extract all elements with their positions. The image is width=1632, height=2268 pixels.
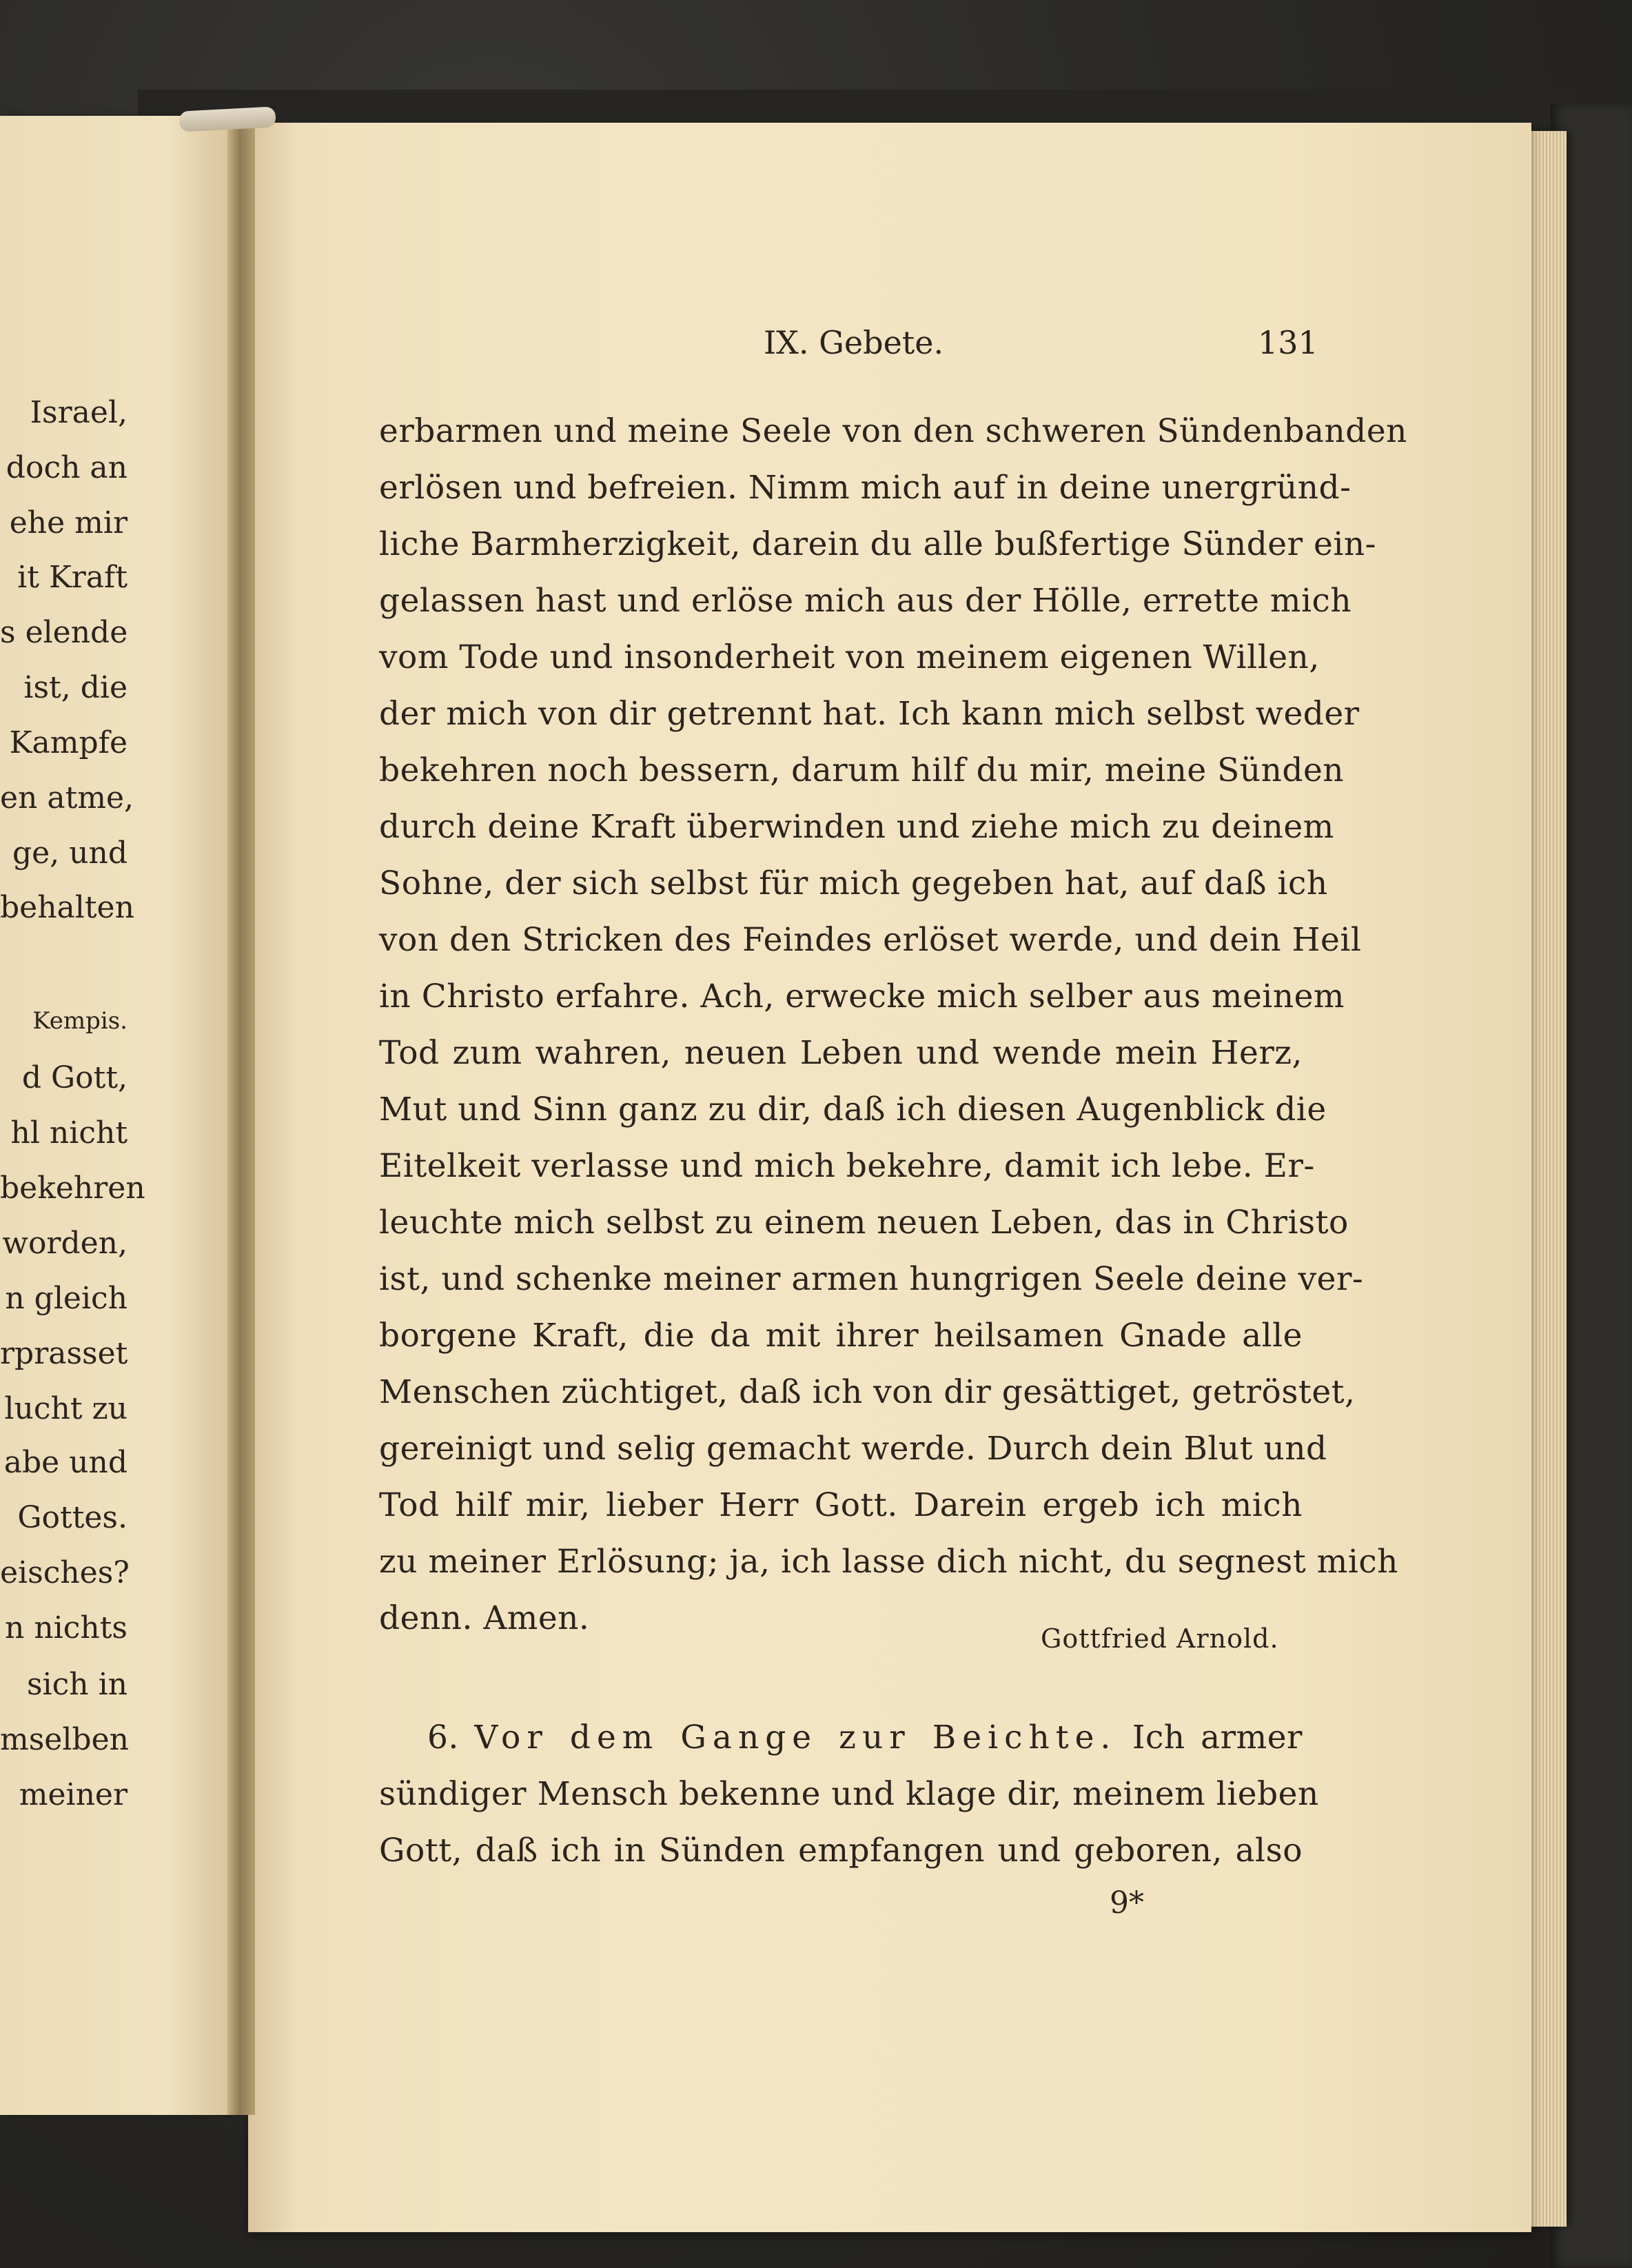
left-page-line: hl nicht xyxy=(10,1115,127,1151)
left-page-line: bekehren xyxy=(0,1171,145,1206)
left-page-line: ge, und xyxy=(12,836,127,871)
left-page-line: meiner xyxy=(19,1777,127,1812)
body-line: Tod hilf mir, lieber Herr Gott. Darein ergeb ich mich xyxy=(379,1486,1303,1524)
left-page-line: it Kraft xyxy=(17,560,127,595)
section-number: 6. xyxy=(427,1719,459,1756)
body-line: Tod zum wahren, neuen Leben und wende mein Herz, xyxy=(379,1034,1303,1072)
section-first-line-rest: Ich armer xyxy=(1132,1719,1303,1756)
left-page-line: doch an xyxy=(6,450,127,485)
left-page-line: mselben xyxy=(0,1722,129,1757)
left-page-line: Kampfe xyxy=(9,725,127,760)
left-page-line: ehe mir xyxy=(9,505,127,540)
body-line: liche Barmherzigkeit, darein du alle bußfertige Sünder ein- xyxy=(379,525,1377,563)
page-number: 131 xyxy=(1258,324,1318,361)
body-line: erbarmen und meine Seele von den schweren Sündenbanden xyxy=(379,412,1407,450)
left-page-line: abe und xyxy=(3,1445,127,1480)
signature-mark: 9* xyxy=(1110,1885,1144,1921)
body-line: bekehren noch bessern, darum hilf du mir, meine Sünden xyxy=(379,751,1345,789)
body-line: ist, und schenke meiner armen hungrigen Seele deine ver- xyxy=(379,1260,1364,1298)
left-page-line: s elende xyxy=(0,615,128,650)
body-line: erlösen und befreien. Nimm mich auf in deine unergründ- xyxy=(379,469,1352,507)
body-line: durch deine Kraft überwinden und ziehe mich zu deinem xyxy=(379,808,1334,846)
body-line: gelassen hast und erlöse mich aus der Hölle, errette mich xyxy=(379,582,1352,620)
body-line: vom Tode und insonderheit von meinem eigenen Willen, xyxy=(379,638,1320,676)
body-line: borgene Kraft, die da mit ihrer heilsamen Gnade alle xyxy=(379,1317,1303,1355)
section-6-heading xyxy=(427,1710,1303,1766)
left-page-line: lucht zu xyxy=(4,1391,127,1426)
body-line: in Christo erfahre. Ach, erwecke mich selber aus meinem xyxy=(379,978,1345,1015)
left-page-line: n gleich xyxy=(5,1281,127,1316)
body-line: der mich von dir getrennt hat. Ich kann mich selbst weder xyxy=(379,695,1360,733)
body-line: Sohne, der sich selbst für mich gegeben hat, auf daß ich xyxy=(379,864,1328,902)
left-page-line: worden, xyxy=(2,1226,127,1261)
body-line: Mut und Sinn ganz zu dir, daß ich diesen Augenblick die xyxy=(379,1091,1327,1128)
left-page-line: ist, die xyxy=(23,670,127,705)
running-header: IX. Gebete. xyxy=(764,324,944,361)
left-page-line: eisches? xyxy=(0,1555,130,1590)
book-gutter xyxy=(227,116,255,2115)
left-page-line: Kempis. xyxy=(32,1007,127,1035)
author-attribution: Gottfried Arnold. xyxy=(1041,1623,1279,1654)
left-page-line: n nichts xyxy=(5,1610,127,1646)
left-page-line: behalten xyxy=(0,890,134,925)
body-line: zu meiner Erlösung; ja, ich lasse dich nicht, du segnest mich xyxy=(379,1543,1398,1581)
body-line: Eitelkeit verlasse und mich bekehre, damit ich lebe. Er- xyxy=(379,1147,1315,1185)
left-page-line: Israel, xyxy=(30,395,127,430)
left-page-line: sich in xyxy=(26,1667,127,1702)
section-title: Vor dem Gange zur Beichte. xyxy=(474,1719,1117,1756)
page-stack-edge xyxy=(1527,131,1567,2227)
left-page-line: rprasset xyxy=(0,1336,128,1371)
body-line: denn. Amen. xyxy=(379,1599,590,1637)
body-line: leuchte mich selbst zu einem neuen Leben, das in Christo xyxy=(379,1204,1349,1242)
body-line: Menschen züchtiget, daß ich von dir gesättiget, getröstet, xyxy=(379,1373,1356,1411)
body-line: von den Stricken des Feindes erlöset werde, und dein Heil xyxy=(379,921,1362,959)
section-6-line: sündiger Mensch bekenne und klage dir, meinem lieben xyxy=(379,1775,1319,1813)
left-page-line: Gottes. xyxy=(17,1500,127,1535)
left-page-line: d Gott, xyxy=(21,1060,127,1095)
left-page-line: en atme, xyxy=(0,780,134,816)
section-6-line: Gott, daß ich in Sünden empfangen und geboren, also xyxy=(379,1832,1303,1870)
body-line: gereinigt und selig gemacht werde. Durch dein Blut und xyxy=(379,1430,1327,1468)
